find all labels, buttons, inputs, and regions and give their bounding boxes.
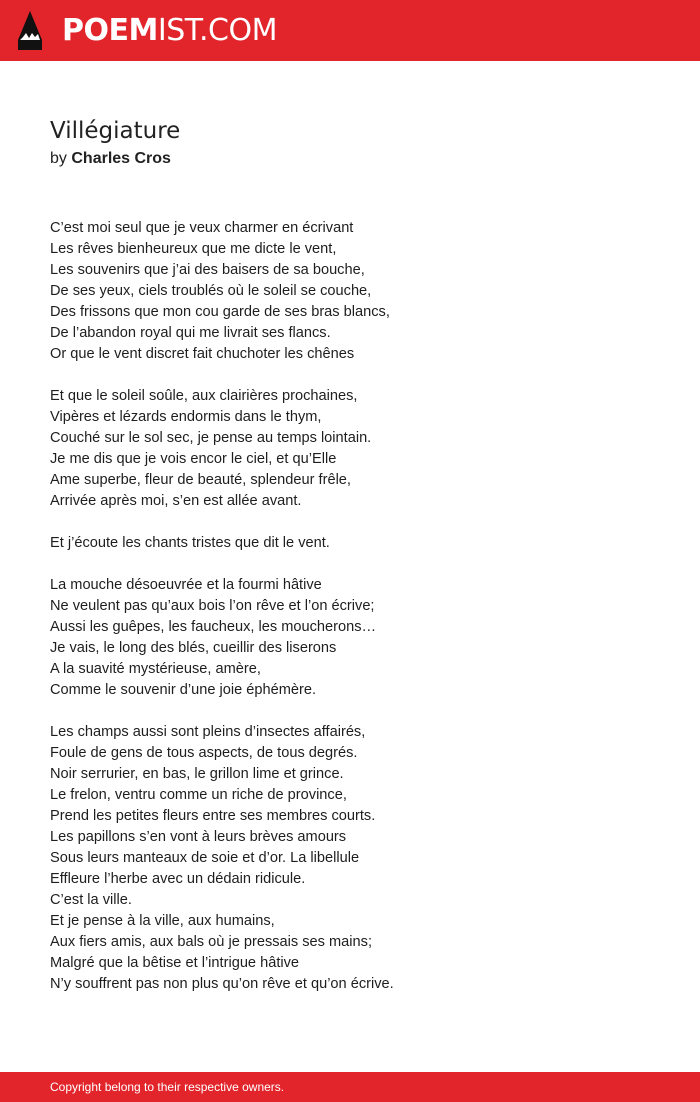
poem-line: Malgré que la bêtise et l’intrigue hâtive bbox=[50, 955, 300, 971]
poem-author: Charles Cros bbox=[71, 150, 171, 167]
poem-line: Les champs aussi sont pleins d’insectes affairés, bbox=[50, 724, 366, 740]
poem-line: Je me dis que je vois encor le ciel, et qu’Elle bbox=[50, 451, 337, 467]
poem-line: Couché sur le sol sec, je pense au temps lointain. bbox=[50, 430, 372, 446]
poem-line: Je vais, le long des blés, cueillir des liserons bbox=[50, 640, 337, 656]
poem-line: Et j’écoute les chants tristes que dit le vent. bbox=[50, 535, 330, 551]
poem-line: Ne veulent pas qu’aux bois l’on rêve et l’on écrive; bbox=[50, 598, 375, 614]
poem-stanza bbox=[50, 386, 650, 512]
poem-line: Sous leurs manteaux de soie et d’or. La libellule bbox=[50, 850, 360, 866]
poem-line: Les souvenirs que j’ai des baisers de sa bouche, bbox=[50, 262, 365, 278]
stanza-gap bbox=[50, 701, 650, 722]
poem-byline bbox=[50, 148, 171, 170]
poem-line: Noir serrurier, en bas, le grillon lime et grince. bbox=[50, 766, 344, 782]
poem-line: Les papillons s’en vont à leurs brèves amours bbox=[50, 829, 347, 845]
poem-line: Le frelon, ventru comme un riche de province, bbox=[50, 787, 347, 803]
logo-text-light: IST.COM bbox=[157, 13, 277, 48]
poem-line: Et je pense à la ville, aux humains, bbox=[50, 913, 275, 929]
poem-line: C’est la ville. bbox=[50, 892, 132, 908]
poem-line: Prend les petites fleurs entre ses membres courts. bbox=[50, 808, 376, 824]
poem-line: Les rêves bienheureux que me dicte le vent, bbox=[50, 241, 337, 257]
poem-stanza bbox=[50, 218, 650, 365]
by-label: by bbox=[50, 150, 67, 167]
poem-line: Effleure l’herbe avec un dédain ridicule. bbox=[50, 871, 306, 887]
stanza-gap bbox=[50, 512, 650, 533]
poem-line: Aussi les guêpes, les faucheux, les moucherons… bbox=[50, 619, 377, 635]
poem-line: Or que le vent discret fait chuchoter les chênes bbox=[50, 346, 355, 362]
pencil-tip-icon bbox=[17, 10, 43, 52]
site-logo-link[interactable] bbox=[62, 12, 277, 50]
poem-line: C’est moi seul que je veux charmer en écrivant bbox=[50, 220, 354, 236]
poem-line: La mouche désoeuvrée et la fourmi hâtive bbox=[50, 577, 322, 593]
poem-line: Et que le soleil soûle, aux clairières prochaines, bbox=[50, 388, 358, 404]
poem-stanza bbox=[50, 533, 650, 554]
poem-line: Des frissons que mon cou garde de ses bras blancs, bbox=[50, 304, 390, 320]
poem-line: N’y souffrent pas non plus qu’on rêve et qu’on écrive. bbox=[50, 976, 394, 992]
stanza-gap bbox=[50, 554, 650, 575]
poem-title: Villégiature bbox=[50, 118, 181, 144]
site-footer bbox=[0, 1072, 700, 1102]
poem-body bbox=[50, 218, 650, 995]
poem-line: Aux fiers amis, aux bals où je pressais ses mains; bbox=[50, 934, 373, 950]
poem-line: De ses yeux, ciels troublés où le soleil se couche, bbox=[50, 283, 372, 299]
site-header bbox=[0, 0, 700, 61]
poem-line: Comme le souvenir d’une joie éphémère. bbox=[50, 682, 317, 698]
poem-line: Foule de gens de tous aspects, de tous degrés. bbox=[50, 745, 358, 761]
poem-line: Vipères et lézards endormis dans le thym, bbox=[50, 409, 322, 425]
stanza-gap bbox=[50, 365, 650, 386]
poem-line: Arrivée après moi, s’en est allée avant. bbox=[50, 493, 302, 509]
poem-stanza bbox=[50, 722, 650, 995]
poem-line: A la suavité mystérieuse, amère, bbox=[50, 661, 261, 677]
logo-text-bold: POEM bbox=[62, 13, 158, 48]
poem-line: De l’abandon royal qui me livrait ses flancs. bbox=[50, 325, 331, 341]
copyright-text: Copyright belong to their respective owners. bbox=[50, 1080, 285, 1094]
poem-line: Ame superbe, fleur de beauté, splendeur frêle, bbox=[50, 472, 351, 488]
poem-stanza bbox=[50, 575, 650, 701]
